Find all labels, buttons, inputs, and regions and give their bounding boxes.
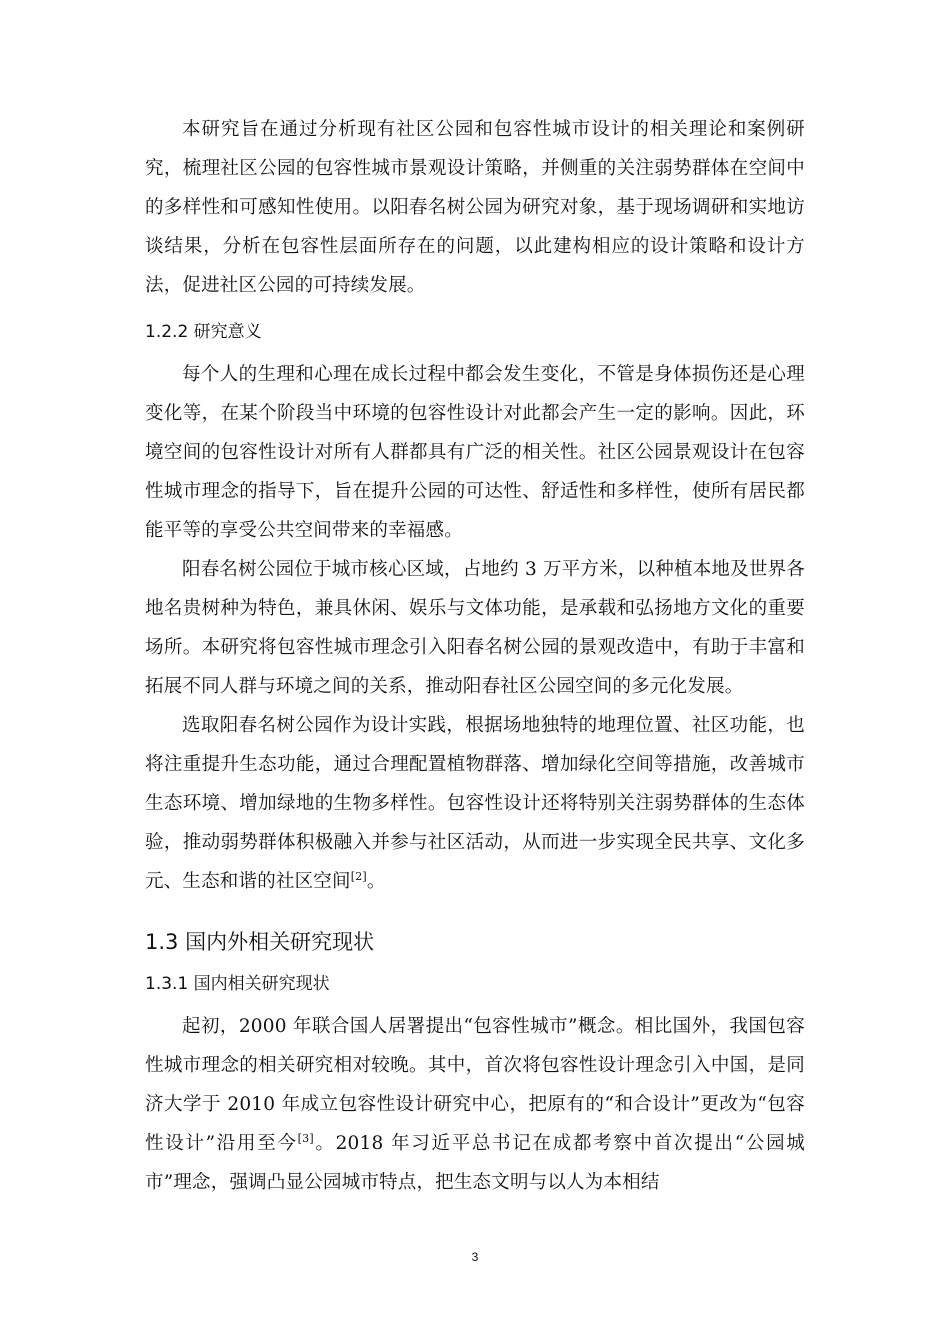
paragraph-domestic-research-b: 。2018 年习近平总书记在成都考察中首次提出“公园城市”理念，强调凸显公园城市特点，把生态文明与以人为本相结 [145,1133,805,1193]
paragraph-significance: 每个人的生理和心理在成长过程中都会发生变化，不管是身体损伤还是心理变化等，在某个阶段当中环境的包容性设计对此都会产生一定的影响。因此，环境空间的包容性设计对所有人群都具有广泛的相关性。社区公园景观设计在包容性城市理念的指导下，旨在提升公园的可达性、舒适性和多样性，使所有居民都能平等的享受公共空间带来的幸福感。 [145,364,805,541]
heading-1-3-1: 1.3.1 国内相关研究现状 [145,974,330,994]
paragraph-design-practice [145,706,805,901]
paragraph-research-aim: 本研究旨在通过分析现有社区公园和包容性城市设计的相关理论和案例研究，梳理社区公园的包容性城市景观设计策略，并侧重的关注弱势群体在空间中的多样性和可感知性使用。以阳春名树公园为研究对象，基于现场调研和实地访谈结果，分析在包容性层面所存在的问题，以此建构相应的设计策略和设计方法，促进社区公园的可持续发展。 [145,119,805,296]
page-body [145,110,805,1202]
heading-1-3: 1.3 国内外相关研究现状 [145,930,375,954]
paragraph-design-practice-end: 。 [366,871,386,892]
heading-1-2-2: 1.2.2 研究意义 [145,322,262,342]
paragraph-domestic-research [145,1007,805,1202]
citation-3[interactable]: [3] [297,1132,314,1145]
page-number: 3 [471,1250,479,1264]
paragraph-park-intro: 阳春名树公园位于城市核心区域，占地约 3 万平方米，以种植本地及世界各地名贵树种为特色，兼具休闲、娱乐与文体功能，是承载和弘扬地方文化的重要场所。本研究将包容性城市理念引入阳春名树公园的景观改造中，有助于丰富和拓展不同人群与环境之间的关系，推动阳春社区公园空间的多元化发展。 [145,559,805,697]
paragraph-design-practice-text: 选取阳春名树公园作为设计实践，根据场地独特的地理位置、社区功能，也将注重提升生态功能，通过合理配置植物群落、增加绿化空间等措施，改善城市生态环境、增加绿地的生物多样性。包容性设计还将特别关注弱势群体的生态体验，推动弱势群体积极融入并参与社区活动，从而进一步实现全民共享、文化多元、生态和谐的社区空间 [145,715,805,892]
citation-2[interactable]: [2] [350,870,367,883]
paragraph-domestic-research-a: 起初，2000 年联合国人居署提出“包容性城市”概念。相比国外，我国包容性城市理念的相关研究相对较晚。其中，首次将包容性设计理念引入中国，是同济大学于 2010 年成立包容性设计研究中心，把原有的“和合设计”更改为“包容性设计”沿用至今 [145,1016,805,1154]
